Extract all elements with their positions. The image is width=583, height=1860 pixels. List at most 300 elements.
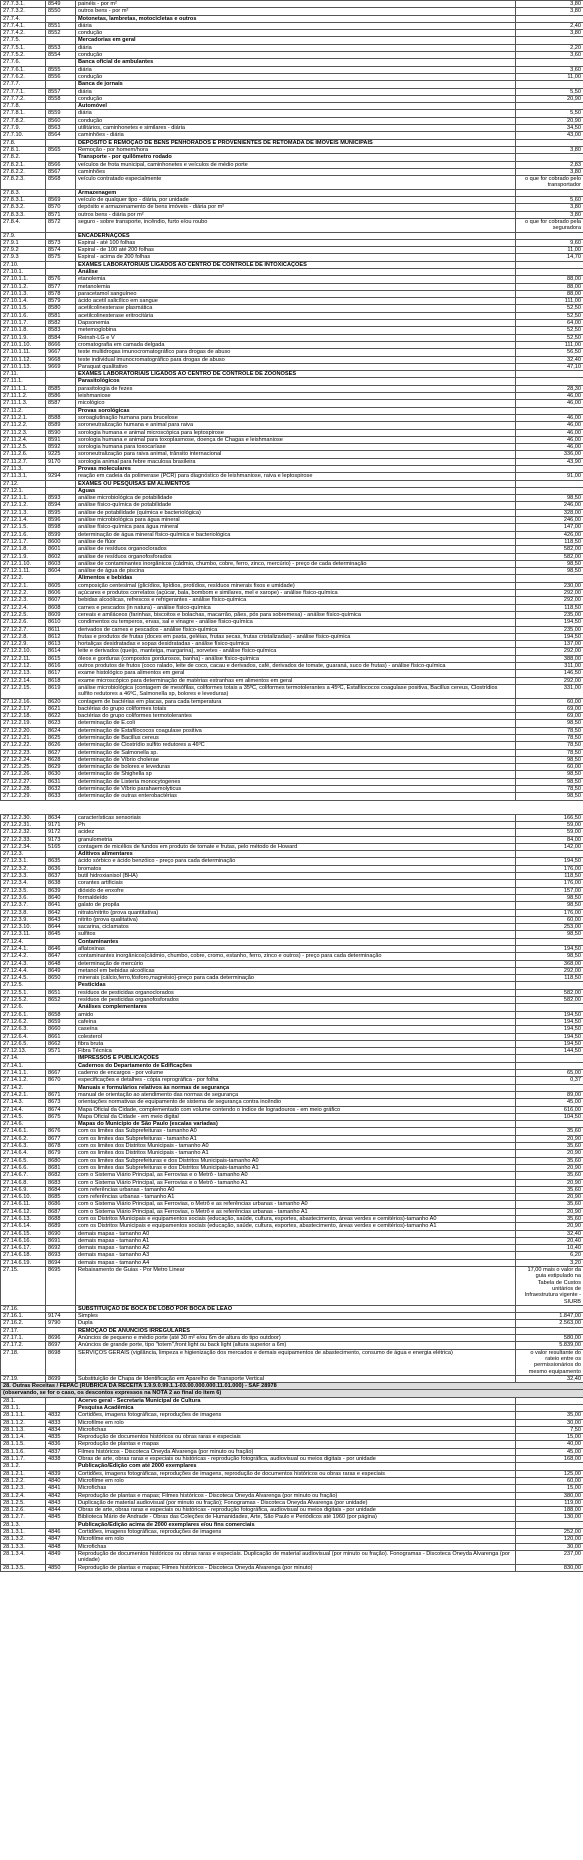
- item-number: 27.12.: [1, 480, 46, 487]
- item-value: 292,00: [516, 648, 583, 655]
- item-number: 27.14.2.1.: [1, 1091, 46, 1098]
- table-row: [1, 327, 583, 334]
- item-number: 28.1.2.7.: [1, 1514, 46, 1521]
- item-number: 27.8.3.2.: [1, 204, 46, 211]
- item-description: teste individual imunocromatográfico para drogas de abuso: [76, 356, 516, 363]
- item-number: 27.12.4.4.: [1, 967, 46, 974]
- table-row: [1, 276, 583, 283]
- table-row: [1, 154, 583, 161]
- item-code: 8622: [46, 713, 76, 720]
- item-code: 8684: [46, 1186, 76, 1193]
- item-description: depósito e armazenamento de bens imóveis - diária por m²: [76, 204, 516, 211]
- table-row: [1, 1077, 583, 1084]
- item-number: 27.14.6.8.: [1, 1179, 46, 1186]
- item-number: 27.12.2.18.: [1, 713, 46, 720]
- item-number: 27.12.6.4.: [1, 1033, 46, 1040]
- item-value: 56,50: [516, 349, 583, 356]
- item-value: 35,60: [516, 1215, 583, 1222]
- item-number: 27.12.3.10.: [1, 924, 46, 931]
- table-row: [1, 727, 583, 734]
- item-description: micológico: [76, 400, 516, 407]
- item-number: 27.11.3.: [1, 466, 46, 473]
- table-row: [1, 312, 583, 319]
- item-number: 27.10.1.5.: [1, 305, 46, 312]
- item-code: 8618: [46, 677, 76, 684]
- item-value: 5,60: [516, 197, 583, 204]
- item-number: 27.8.: [1, 139, 46, 146]
- item-code: 8577: [46, 283, 76, 290]
- item-number: 27.14.6.1.: [1, 1128, 46, 1135]
- item-code: [46, 1405, 76, 1412]
- item-number: 27.12.2.4.: [1, 604, 46, 611]
- item-number: 27.12.3.8.: [1, 909, 46, 916]
- table-row: [1, 1434, 583, 1441]
- item-code: 8554: [46, 52, 76, 59]
- item-number: 27.12.2.14.: [1, 677, 46, 684]
- table-row: [1, 749, 583, 756]
- item-number: 27.12.2.6.: [1, 619, 46, 626]
- item-value: 46,00: [516, 400, 583, 407]
- item-value: 3,60: [516, 52, 583, 59]
- item-description: Motonetas, lambretas, motocicletas e outros: [76, 15, 516, 22]
- table-row: [1, 1033, 583, 1040]
- table-row: [1, 261, 583, 268]
- item-description: Microfilme em rolo: [76, 1536, 516, 1543]
- item-description: galato de propila: [76, 902, 516, 909]
- table-row: [1, 37, 583, 44]
- item-value: 1.847,00: [516, 1313, 583, 1320]
- table-row: [1, 960, 583, 967]
- item-description: análise de água de piscina: [76, 568, 516, 575]
- table-row: [1, 52, 583, 59]
- table-row: [1, 30, 583, 37]
- item-description: sacarina, ciclamatos: [76, 924, 516, 931]
- item-value: o valor resultante do rateio entre os permissionários do mesmo equipamento: [516, 1349, 583, 1375]
- item-code: 8697: [46, 1342, 76, 1349]
- item-value: 2,20: [516, 44, 583, 51]
- item-number: 27.14.2.: [1, 1084, 46, 1091]
- item-description: Obras de arte, obras raras e especiais ou históricas - reprodução fotográfica, audiovisual ou meios digitais - por unidade: [76, 1456, 516, 1463]
- item-value: 3,80: [516, 1, 583, 8]
- table-row: [1, 597, 583, 604]
- item-value: 194,50: [516, 1033, 583, 1040]
- item-description: soroneutralização humana e animal para raiva: [76, 422, 516, 429]
- item-description: análise físico-química de potabilidade: [76, 502, 516, 509]
- table-row: [1, 1018, 583, 1025]
- item-value: 60,00: [516, 916, 583, 923]
- item-number: 27.8.2.3.: [1, 176, 46, 190]
- item-value: 15,00: [516, 1434, 583, 1441]
- item-description: determinação de Listeria monocytogenes: [76, 778, 516, 785]
- item-code: 8567: [46, 168, 76, 175]
- item-value: [516, 1405, 583, 1412]
- item-value: 3,80: [516, 168, 583, 175]
- item-number: 27.7.6.: [1, 59, 46, 66]
- item-code: 4844: [46, 1507, 76, 1514]
- item-description: com os limites das Subprefeituras - tamanho A1: [76, 1135, 516, 1142]
- item-description: Reprodução de plantas e mapas; Filmes históricos - Discoteca Oneyda Alvarenga (por minuto ou fração): [76, 1492, 516, 1499]
- item-number: 27.10.1.1.: [1, 276, 46, 283]
- item-description: sorologia animal para febre maculosa brasileira: [76, 458, 516, 465]
- item-number: 28.1.: [1, 1397, 46, 1404]
- item-code: 8581: [46, 312, 76, 319]
- item-number: 27.11.2.7.: [1, 458, 46, 465]
- item-code: 8666: [46, 341, 76, 348]
- table-row: [1, 1448, 583, 1455]
- item-value: 104,50: [516, 1113, 583, 1120]
- item-value: 46,00: [516, 393, 583, 400]
- item-code: 8582: [46, 320, 76, 327]
- item-description: resíduos de pesticidas organoclorados: [76, 989, 516, 996]
- item-value: 7,50: [516, 1426, 583, 1433]
- table-row: [1, 538, 583, 545]
- item-code: [46, 154, 76, 161]
- table-row: [1, 502, 583, 509]
- item-code: 9669: [46, 363, 76, 370]
- item-number: 27.10.1.13.: [1, 363, 46, 370]
- item-description: Publicação/Edição com até 2000 exemplares: [76, 1463, 516, 1470]
- table-row: [1, 546, 583, 553]
- item-description: composição centesimal (glicídios, lipídios, protídios, resíduos minerais fixos e umidade): [76, 582, 516, 589]
- table-row: [1, 298, 583, 305]
- table-row: [1, 66, 583, 73]
- item-description: SUBSTITUIÇÃO DE BOCA DE LOBO POR BOCA DE LEÃO: [76, 1305, 516, 1312]
- item-description: orientações normativas de equipamento de sistema de segurança contra incêndio: [76, 1099, 516, 1106]
- item-number: 27.14.6.16.: [1, 1237, 46, 1244]
- item-value: [516, 1062, 583, 1069]
- item-value: 194,50: [516, 1040, 583, 1047]
- item-value: 52,50: [516, 305, 583, 312]
- item-description: Reprodução de plantas e mapas; Filmes históricos - Discoteca Oneyda Alvarenga (por minuto): [76, 1564, 516, 1571]
- item-number: 27.8.3.1.: [1, 197, 46, 204]
- item-code: [46, 487, 76, 494]
- item-description: açúcares e produtos correlatos (açúcar, bala, bombom e similares, mel e xarope) - análise físico-química: [76, 590, 516, 597]
- table-row: [1, 619, 583, 626]
- item-number: 27.11.2.4.: [1, 436, 46, 443]
- table-row: [1, 1237, 583, 1244]
- item-value: 20,90: [516, 117, 583, 124]
- item-description: condução: [76, 30, 516, 37]
- item-code: 8605: [46, 582, 76, 589]
- table-row: [1, 1143, 583, 1150]
- table-row: [1, 560, 583, 567]
- item-description: Fibra Técnica: [76, 1048, 516, 1055]
- item-code: [46, 1121, 76, 1128]
- section-banner: 28. Outras Receitas / FEPAC (RUBRICA DA RECEITA 1.9.9.0.99.1.1-03.00.000.000.11.01.000) - SAF 28978: [1, 1383, 583, 1390]
- item-number: 27.11.: [1, 371, 46, 378]
- item-description: Paraquat qualitativo: [76, 363, 516, 370]
- item-description: análise microbiológica para água mineral: [76, 517, 516, 524]
- item-description: Contaminantes: [76, 938, 516, 945]
- item-code: 8595: [46, 509, 76, 516]
- item-description: EXAMES LABORATORIAIS LIGADOS AO CENTRO DE CONTROLE DE ZOONOSES: [76, 371, 516, 378]
- item-code: 4846: [46, 1529, 76, 1536]
- item-value: 111,00: [516, 341, 583, 348]
- table-row: [1, 1259, 583, 1266]
- table-row: [1, 1135, 583, 1142]
- item-code: 4847: [46, 1536, 76, 1543]
- table-row: [1, 1405, 583, 1412]
- item-value: 292,00: [516, 967, 583, 974]
- table-row: [1, 1335, 583, 1342]
- item-description: sorologia humana e animal para toxoplasmose, doença de Chagas e leishmaniose: [76, 436, 516, 443]
- item-number: 28.1.3.: [1, 1521, 46, 1528]
- item-value: 0,37: [516, 1077, 583, 1084]
- item-code: 8573: [46, 239, 76, 246]
- item-code: 8571: [46, 211, 76, 218]
- item-value: 69,00: [516, 705, 583, 712]
- item-value: 194,50: [516, 619, 583, 626]
- item-value: 380,00: [516, 1492, 583, 1499]
- item-number: 27.11.3.1.: [1, 473, 46, 480]
- table-row: [1, 8, 583, 15]
- item-value: 157,00: [516, 887, 583, 894]
- table-row: [1, 975, 583, 982]
- item-number: 27.10.1.2.: [1, 283, 46, 290]
- item-value: [516, 982, 583, 989]
- item-description: Mapa Oficial da Cidade, complementado com volume contendo o índice de logradouros - em meio gráfico: [76, 1106, 516, 1113]
- table-row: [1, 1048, 583, 1055]
- item-value: 35,60: [516, 1172, 583, 1179]
- item-number: 27.12.6.1.: [1, 1011, 46, 1018]
- item-description: condução: [76, 52, 516, 59]
- item-number: 27.12.3.5.: [1, 887, 46, 894]
- item-code: [46, 575, 76, 582]
- item-value: 43,00: [516, 132, 583, 139]
- item-value: 176,00: [516, 865, 583, 872]
- item-code: 8642: [46, 909, 76, 916]
- item-description: Publicação/Edição acima de 2000 exemplares e/ou fins comerciais: [76, 1521, 516, 1528]
- item-code: 8683: [46, 1179, 76, 1186]
- item-description: Análise: [76, 268, 516, 275]
- table-row: [1, 663, 583, 670]
- table-row: [1, 509, 583, 516]
- item-description: determinação de Víbrio cholerae: [76, 756, 516, 763]
- item-code: 8584: [46, 334, 76, 341]
- item-code: [46, 1327, 76, 1334]
- item-number: 27.16.1.: [1, 1313, 46, 1320]
- item-description: determinação de Estafilococos coagulase positiva: [76, 727, 516, 734]
- table-row: [1, 1521, 583, 1528]
- item-description: Acervo geral - Secretaria Municipal de Cultura: [76, 1397, 516, 1404]
- item-code: 8689: [46, 1223, 76, 1230]
- item-value: [516, 851, 583, 858]
- item-description: com os limites dos Distritos Municipais - tamanho A1: [76, 1150, 516, 1157]
- item-value: [516, 15, 583, 22]
- item-code: 8681: [46, 1164, 76, 1171]
- item-description: análise de contaminantes inorgânicos (cádmio, chumbo, cobre, ferro, zinco, mercúrio) - preço de cada determinação: [76, 560, 516, 567]
- item-description: bactérias do grupo coliformes termotolerantes: [76, 713, 516, 720]
- item-description: condução: [76, 95, 516, 102]
- item-code: 8651: [46, 989, 76, 996]
- item-description: butil hidroxianisol (BHA): [76, 873, 516, 880]
- item-number: 27.12.6.2.: [1, 1018, 46, 1025]
- table-row: [1, 407, 583, 414]
- item-code: 9173: [46, 836, 76, 843]
- item-number: 27.11.2.5.: [1, 444, 46, 451]
- item-code: 8633: [46, 793, 76, 800]
- item-number: 27.11.1.: [1, 378, 46, 385]
- item-number: 27.12.2.19.: [1, 720, 46, 727]
- item-number: 27.7.5.2.: [1, 52, 46, 59]
- item-value: 176,00: [516, 909, 583, 916]
- item-value: 69,00: [516, 713, 583, 720]
- item-description: Microfichas: [76, 1543, 516, 1550]
- item-number: 27.7.10.: [1, 132, 46, 139]
- item-number: 27.9.3: [1, 254, 46, 261]
- item-code: 8586: [46, 393, 76, 400]
- item-code: 8590: [46, 429, 76, 436]
- table-row: [1, 1397, 583, 1404]
- item-number: 27.7.4.1.: [1, 22, 46, 29]
- item-value: 292,00: [516, 677, 583, 684]
- item-description: resíduos de pesticidas organofosforados: [76, 997, 516, 1004]
- table-row: [1, 1091, 583, 1098]
- item-code: 4836: [46, 1441, 76, 1448]
- item-value: 98,50: [516, 931, 583, 938]
- table-row: [1, 451, 583, 458]
- item-code: 8589: [46, 422, 76, 429]
- item-description: sulfitos: [76, 931, 516, 938]
- item-code: 8624: [46, 727, 76, 734]
- item-code: 9174: [46, 1313, 76, 1320]
- item-number: 28.1.2.4.: [1, 1492, 46, 1499]
- table-row: [1, 800, 583, 814]
- item-code: 8658: [46, 1011, 76, 1018]
- table-row: [1, 677, 583, 684]
- item-code: 8611: [46, 626, 76, 633]
- table-row: [1, 341, 583, 348]
- item-value: 5.839,00: [516, 1342, 583, 1349]
- item-description: derivados de carnes e pescados - análise físico-química: [76, 626, 516, 633]
- item-description: determinação de Víbrio parahaemolyticus: [76, 786, 516, 793]
- table-row: [1, 734, 583, 741]
- item-value: 47,10: [516, 363, 583, 370]
- item-code: 8610: [46, 619, 76, 626]
- item-value: 120,00: [516, 1536, 583, 1543]
- item-code: [46, 15, 76, 22]
- table-row: [1, 161, 583, 168]
- item-code: 4841: [46, 1485, 76, 1492]
- item-code: 8699: [46, 1375, 76, 1382]
- item-code: [46, 59, 76, 66]
- item-code: 8615: [46, 655, 76, 662]
- item-description: outros bens - por m²: [76, 8, 516, 15]
- item-value: 194,50: [516, 946, 583, 953]
- item-number: 27.10.1.9.: [1, 334, 46, 341]
- item-code: 8694: [46, 1259, 76, 1266]
- table-row: [1, 371, 583, 378]
- item-number: 27.11.2.3.: [1, 429, 46, 436]
- item-description: Reinsh-LG e V: [76, 334, 516, 341]
- item-description: carnes e pescados (in natura) - análise físico-química: [76, 604, 516, 611]
- item-description: aflatoxinas: [76, 946, 516, 953]
- item-number: 27.14.6.7.: [1, 1172, 46, 1179]
- table-row: [1, 378, 583, 385]
- table-row: [1, 1492, 583, 1499]
- table-row: [1, 254, 583, 261]
- item-description: nitrito (prova qualitativa): [76, 916, 516, 923]
- item-number: 27.14.3.: [1, 1099, 46, 1106]
- item-description: Rebaixamento de Guias - Por Metro Linear: [76, 1267, 516, 1306]
- item-number: 27.12.3.1.: [1, 858, 46, 865]
- item-value: 118,50: [516, 975, 583, 982]
- table-row: [1, 283, 583, 290]
- table-row: [1, 1470, 583, 1477]
- item-value: 52,50: [516, 327, 583, 334]
- item-code: [46, 480, 76, 487]
- item-number: 27.7.3.1.: [1, 1, 46, 8]
- item-number: 27.12.2.27.: [1, 778, 46, 785]
- item-value: 137,00: [516, 641, 583, 648]
- item-value: 28,30: [516, 385, 583, 392]
- table-row: [1, 670, 583, 677]
- item-value: 144,50: [516, 1048, 583, 1055]
- item-code: 8693: [46, 1252, 76, 1259]
- item-value: [516, 1004, 583, 1011]
- item-number: 27.8.1.: [1, 146, 46, 153]
- item-value: 98,50: [516, 560, 583, 567]
- item-description: Aditivos alimentares: [76, 851, 516, 858]
- item-number: 27.14.1.1.: [1, 1070, 46, 1077]
- table-row: [1, 1121, 583, 1128]
- table-row: [1, 1084, 583, 1091]
- item-code: 8634: [46, 814, 76, 821]
- item-code: 8644: [46, 924, 76, 931]
- item-value: [516, 1084, 583, 1091]
- item-description: Remoção - por homem/hora: [76, 146, 516, 153]
- item-number: 27.7.7.: [1, 81, 46, 88]
- item-description: com os Distritos Municipais e equipamentos sociais (educação, saúde, cultura, esportes, abastecimento, áreas verdes e cemitérios)-tamanho A0: [76, 1215, 516, 1222]
- item-value: 89,00: [516, 1091, 583, 1098]
- item-description: veículo contratado especialmente: [76, 176, 516, 190]
- item-value: [516, 1463, 583, 1470]
- item-description: bromatos: [76, 865, 516, 872]
- item-description: com referências urbanas - tamanho A0: [76, 1186, 516, 1193]
- item-value: 59,00: [516, 829, 583, 836]
- table-row: [1, 232, 583, 239]
- item-code: [46, 1084, 76, 1091]
- item-code: 8661: [46, 1033, 76, 1040]
- item-code: 8556: [46, 73, 76, 80]
- item-number: 27.12.2.11.: [1, 655, 46, 662]
- item-value: 46,00: [516, 436, 583, 443]
- item-value: 46,00: [516, 429, 583, 436]
- item-number: 27.14.6.10.: [1, 1194, 46, 1201]
- item-description: Banca oficial de ambulantes: [76, 59, 516, 66]
- item-number: 27.14.6.17.: [1, 1245, 46, 1252]
- item-value: 5,50: [516, 88, 583, 95]
- item-description: contagem de bactérias em placas, para cada temperatura: [76, 698, 516, 705]
- item-value: 98,50: [516, 720, 583, 727]
- table-row: [1, 132, 583, 139]
- table-row: [1, 400, 583, 407]
- item-description: Cortidões, imagens fotográficas, reproduções de imagens, reprodução de documentos históricos ou obras raras e especiais: [76, 1470, 516, 1477]
- table-row: [1, 1106, 583, 1113]
- item-code: 8551: [46, 22, 76, 29]
- item-value: o que for cobrado pela seguradora: [516, 218, 583, 232]
- item-description: análise microbiológica (contagem de mesófilas, coliformes totais a 35ºC, coliformes termotolerantes a 45ºC, Estafilococos coagulase positiva, Bacillus cereus, Clostrídios sulfito redutores a 46ºC, Salmonella sp, bolores e leveduras): [76, 684, 516, 698]
- item-value: 253,00: [516, 924, 583, 931]
- item-description: Simples: [76, 1313, 516, 1320]
- item-number: 27.12.2.23.: [1, 749, 46, 756]
- item-description: bactérias do grupo coliformes totais: [76, 705, 516, 712]
- item-description: ácido acetil salicílico em sangue: [76, 298, 516, 305]
- table-row: [1, 1320, 583, 1327]
- item-description: EXAMES LABORATORIAIS LIGADOS AO CENTRO DE CONTROLE DE INTOXICAÇÕES: [76, 261, 516, 268]
- item-code: 8696: [46, 1335, 76, 1342]
- item-code: 8679: [46, 1150, 76, 1157]
